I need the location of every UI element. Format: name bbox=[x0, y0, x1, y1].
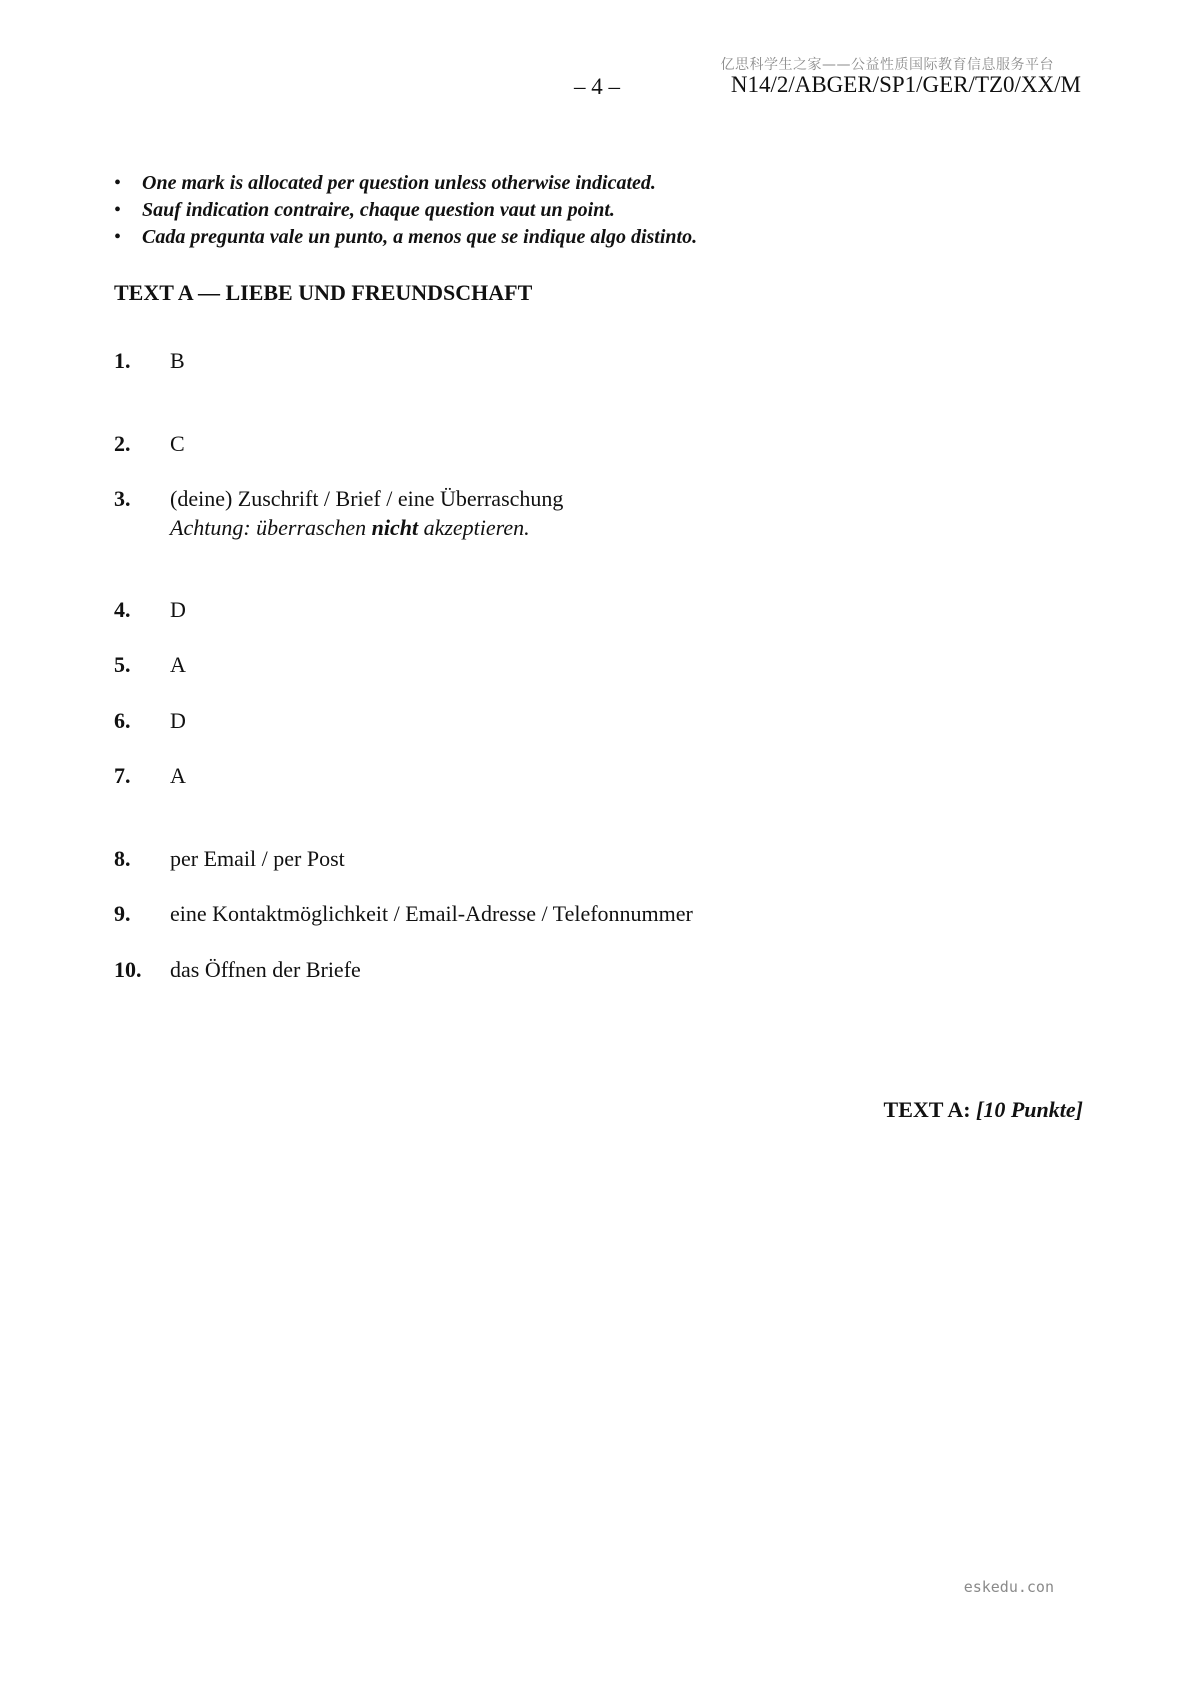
instruction-text: Sauf indication contraire, chaque question vaut un point. bbox=[142, 199, 615, 221]
section-total bbox=[0, 1097, 1083, 1123]
question-number: 10. bbox=[114, 957, 142, 982]
question-number: 2. bbox=[114, 431, 131, 456]
question-answer: eine Kontaktmöglichkeit / Email-Adresse / Telefonnummer bbox=[170, 901, 693, 926]
question-number: 1. bbox=[114, 348, 131, 373]
question-number: 7. bbox=[114, 763, 131, 788]
question-answer: B bbox=[170, 348, 185, 373]
instruction-item bbox=[112, 197, 697, 224]
bullet-icon: • bbox=[114, 199, 122, 221]
instruction-text: Cada pregunta vale un punto, a menos que se indique algo distinto. bbox=[142, 226, 698, 248]
note-emphasis: nicht bbox=[371, 515, 419, 540]
answer-note bbox=[170, 515, 530, 541]
watermark-footer: eskedu.con bbox=[963, 1578, 1054, 1596]
instruction-text: One mark is allocated per question unless otherwise indicated. bbox=[142, 172, 656, 194]
bullet-icon: • bbox=[114, 226, 122, 248]
question-number: 4. bbox=[114, 597, 131, 622]
total-label: TEXT A: bbox=[883, 1097, 971, 1122]
note-text: Achtung: überraschen bbox=[170, 515, 372, 540]
marking-instructions bbox=[112, 170, 697, 251]
question-answer: A bbox=[170, 763, 186, 788]
question-answer: C bbox=[170, 431, 185, 456]
watermark-header: 亿思科学生之家——公益性质国际教育信息服务平台 bbox=[720, 57, 1054, 73]
question-answer: D bbox=[170, 708, 186, 733]
question-number: 9. bbox=[114, 901, 131, 926]
question-number: 5. bbox=[114, 652, 131, 677]
total-points: [10 Punkte] bbox=[976, 1097, 1083, 1122]
question-answer: D bbox=[170, 597, 186, 622]
page-number: – 4 – bbox=[574, 74, 620, 99]
question-answer: per Email / per Post bbox=[170, 846, 345, 871]
instruction-item bbox=[112, 224, 697, 251]
question-number: 6. bbox=[114, 708, 131, 733]
section-title: TEXT A — LIEBE UND FREUNDSCHAFT bbox=[114, 280, 533, 305]
question-number: 8. bbox=[114, 846, 131, 871]
instruction-item bbox=[112, 170, 697, 197]
note-text: akzeptieren. bbox=[418, 515, 530, 540]
question-answer: das Öffnen der Briefe bbox=[170, 957, 361, 982]
question-answer: A bbox=[170, 652, 186, 677]
question-answer: (deine) Zuschrift / Brief / eine Überraschung bbox=[170, 486, 564, 511]
document-code: N14/2/ABGER/SP1/GER/TZ0/XX/M bbox=[730, 72, 1081, 97]
bullet-icon: • bbox=[114, 172, 122, 194]
question-number: 3. bbox=[114, 486, 131, 511]
